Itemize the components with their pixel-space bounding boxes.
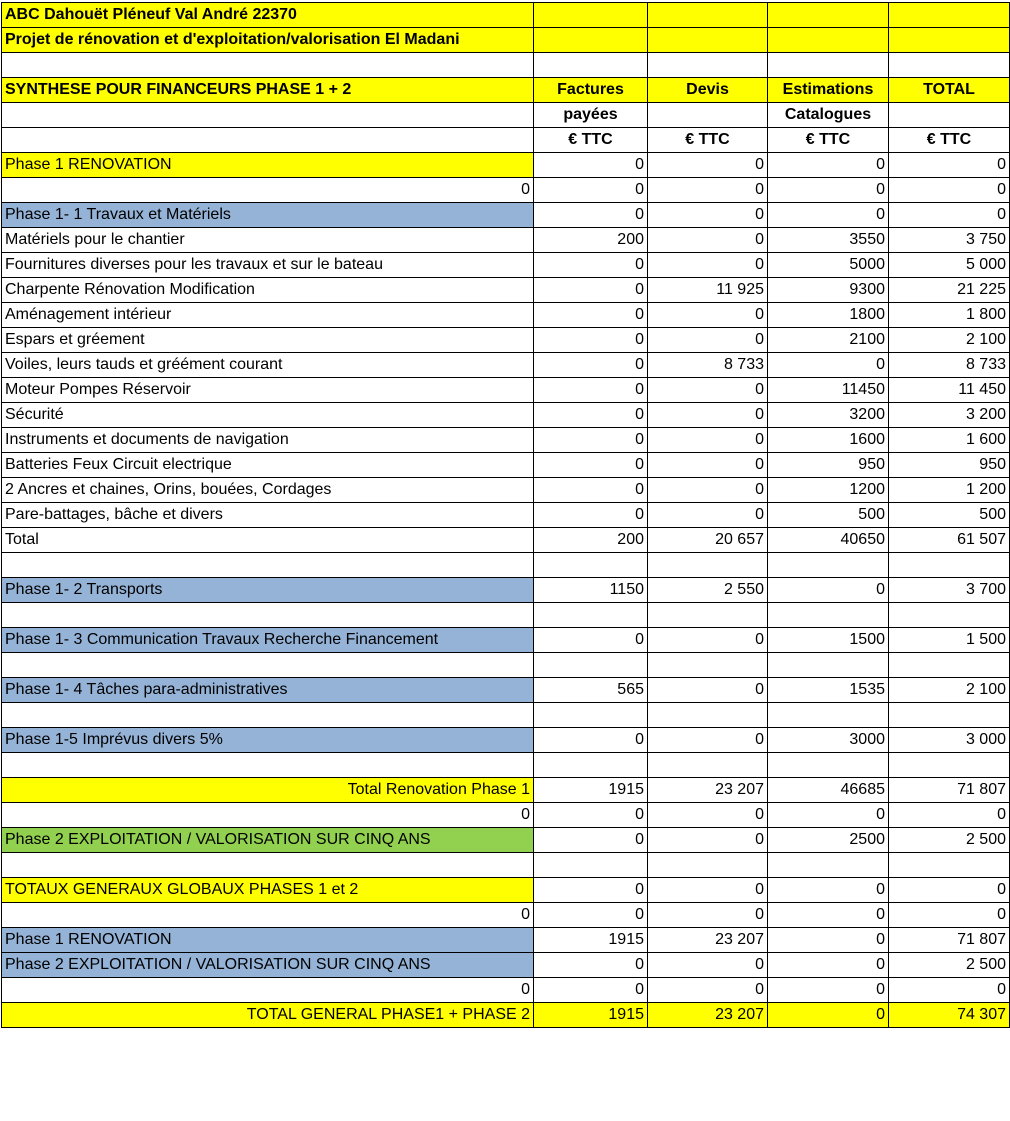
cell[interactable] bbox=[648, 53, 768, 78]
row-label[interactable]: 0 bbox=[2, 903, 534, 928]
value-cell[interactable]: 0 bbox=[648, 428, 768, 453]
table-row bbox=[2, 753, 1010, 778]
row-label[interactable]: Charpente Rénovation Modification bbox=[2, 278, 534, 303]
row-label[interactable]: TOTAL GENERAL PHASE1 + PHASE 2 bbox=[2, 1003, 534, 1028]
value-cell[interactable]: 3 000 bbox=[889, 728, 1010, 753]
table-row bbox=[2, 728, 1010, 753]
summary-title[interactable]: SYNTHESE POUR FINANCEURS PHASE 1 + 2 bbox=[2, 78, 534, 103]
value-cell[interactable]: 0 bbox=[648, 203, 768, 228]
value-cell[interactable]: 61 507 bbox=[889, 528, 1010, 553]
subheader-payees[interactable]: payées bbox=[534, 103, 648, 128]
value-cell[interactable]: 1600 bbox=[768, 428, 889, 453]
table-row bbox=[2, 178, 1010, 203]
title-row bbox=[2, 3, 1010, 28]
row-label[interactable] bbox=[2, 653, 534, 678]
value-cell[interactable]: 0 bbox=[534, 428, 648, 453]
value-cell[interactable]: 1 500 bbox=[889, 628, 1010, 653]
currency-label[interactable]: € TTC bbox=[889, 128, 1010, 153]
row-label[interactable]: Moteur Pompes Réservoir bbox=[2, 378, 534, 403]
table-row bbox=[2, 578, 1010, 603]
value-cell[interactable]: 0 bbox=[889, 178, 1010, 203]
value-cell[interactable]: 23 207 bbox=[648, 778, 768, 803]
value-cell[interactable]: 3 750 bbox=[889, 228, 1010, 253]
table-body bbox=[2, 3, 1010, 1028]
value-cell[interactable]: 0 bbox=[768, 203, 889, 228]
value-cell[interactable]: 74 307 bbox=[889, 1003, 1010, 1028]
value-cell[interactable] bbox=[768, 653, 889, 678]
table-row bbox=[2, 453, 1010, 478]
row-label[interactable]: TOTAUX GENERAUX GLOBAUX PHASES 1 et 2 bbox=[2, 878, 534, 903]
value-cell[interactable]: 20 657 bbox=[648, 528, 768, 553]
table-row bbox=[2, 928, 1010, 953]
value-cell[interactable]: 0 bbox=[768, 803, 889, 828]
value-cell[interactable]: 0 bbox=[889, 203, 1010, 228]
value-cell[interactable]: 0 bbox=[534, 278, 648, 303]
value-cell[interactable]: 2100 bbox=[768, 328, 889, 353]
value-cell[interactable] bbox=[768, 753, 889, 778]
value-cell[interactable]: 0 bbox=[648, 803, 768, 828]
table-row bbox=[2, 603, 1010, 628]
value-cell[interactable]: 5 000 bbox=[889, 253, 1010, 278]
value-cell[interactable]: 0 bbox=[648, 378, 768, 403]
table-row bbox=[2, 903, 1010, 928]
value-cell[interactable]: 3 700 bbox=[889, 578, 1010, 603]
value-cell[interactable]: 3000 bbox=[768, 728, 889, 753]
row-label[interactable]: Fournitures diverses pour les travaux et sur le bateau bbox=[2, 253, 534, 278]
value-cell[interactable]: 0 bbox=[534, 728, 648, 753]
table-row bbox=[2, 353, 1010, 378]
value-cell[interactable]: 0 bbox=[889, 803, 1010, 828]
value-cell[interactable]: 0 bbox=[648, 878, 768, 903]
value-cell[interactable]: 0 bbox=[768, 878, 889, 903]
table-row bbox=[2, 478, 1010, 503]
value-cell[interactable]: 1 200 bbox=[889, 478, 1010, 503]
value-cell[interactable]: 46685 bbox=[768, 778, 889, 803]
value-cell[interactable]: 0 bbox=[534, 478, 648, 503]
subheader-catalogues[interactable]: Catalogues bbox=[768, 103, 889, 128]
row-label[interactable]: Phase 1-5 Imprévus divers 5% bbox=[2, 728, 534, 753]
value-cell[interactable]: 0 bbox=[648, 503, 768, 528]
cell[interactable] bbox=[534, 3, 648, 28]
spreadsheet-table bbox=[1, 2, 1010, 1028]
table-row bbox=[2, 803, 1010, 828]
organization-title[interactable]: ABC Dahouët Pléneuf Val André 22370 bbox=[2, 3, 534, 28]
value-cell[interactable]: 0 bbox=[534, 503, 648, 528]
value-cell[interactable]: 0 bbox=[768, 578, 889, 603]
value-cell[interactable] bbox=[889, 653, 1010, 678]
value-cell[interactable]: 1 600 bbox=[889, 428, 1010, 453]
value-cell[interactable]: 2 550 bbox=[648, 578, 768, 603]
table-row bbox=[2, 228, 1010, 253]
value-cell[interactable]: 0 bbox=[648, 628, 768, 653]
table-row bbox=[2, 253, 1010, 278]
value-cell[interactable]: 1915 bbox=[534, 1003, 648, 1028]
value-cell[interactable]: 200 bbox=[534, 528, 648, 553]
header-subrow bbox=[2, 103, 1010, 128]
value-cell[interactable]: 40650 bbox=[768, 528, 889, 553]
value-cell[interactable]: 0 bbox=[889, 878, 1010, 903]
value-cell[interactable]: 0 bbox=[648, 828, 768, 853]
table-row bbox=[2, 328, 1010, 353]
cell[interactable] bbox=[534, 28, 648, 53]
value-cell[interactable]: 0 bbox=[534, 878, 648, 903]
value-cell[interactable]: 8 733 bbox=[889, 353, 1010, 378]
value-cell[interactable]: 0 bbox=[534, 253, 648, 278]
value-cell[interactable]: 2 500 bbox=[889, 828, 1010, 853]
cell[interactable] bbox=[2, 53, 534, 78]
table-row bbox=[2, 828, 1010, 853]
value-cell[interactable] bbox=[648, 703, 768, 728]
value-cell[interactable]: 0 bbox=[648, 953, 768, 978]
currency-row bbox=[2, 128, 1010, 153]
value-cell[interactable]: 2 100 bbox=[889, 678, 1010, 703]
table-row bbox=[2, 203, 1010, 228]
subheader-blank[interactable] bbox=[889, 103, 1010, 128]
value-cell[interactable]: 0 bbox=[648, 678, 768, 703]
row-label[interactable]: Total bbox=[2, 528, 534, 553]
value-cell[interactable]: 0 bbox=[889, 978, 1010, 1003]
value-cell[interactable]: 0 bbox=[648, 253, 768, 278]
project-row bbox=[2, 28, 1010, 53]
value-cell[interactable]: 9300 bbox=[768, 278, 889, 303]
value-cell[interactable]: 23 207 bbox=[648, 1003, 768, 1028]
value-cell[interactable]: 3550 bbox=[768, 228, 889, 253]
value-cell[interactable] bbox=[534, 853, 648, 878]
value-cell[interactable]: 1500 bbox=[768, 628, 889, 653]
row-label[interactable]: 0 bbox=[2, 178, 534, 203]
value-cell[interactable] bbox=[534, 603, 648, 628]
value-cell[interactable]: 1915 bbox=[534, 928, 648, 953]
value-cell[interactable]: 0 bbox=[534, 803, 648, 828]
column-header-total[interactable]: TOTAL bbox=[889, 78, 1010, 103]
row-label[interactable]: Voiles, leurs tauds et gréément courant bbox=[2, 353, 534, 378]
value-cell[interactable]: 11 925 bbox=[648, 278, 768, 303]
value-cell[interactable]: 0 bbox=[534, 453, 648, 478]
table-row bbox=[2, 553, 1010, 578]
value-cell[interactable]: 11450 bbox=[768, 378, 889, 403]
value-cell[interactable]: 0 bbox=[768, 153, 889, 178]
row-label[interactable]: Phase 1- 3 Communication Travaux Recherche Financement bbox=[2, 628, 534, 653]
value-cell[interactable]: 1800 bbox=[768, 303, 889, 328]
value-cell[interactable]: 0 bbox=[648, 153, 768, 178]
value-cell[interactable]: 8 733 bbox=[648, 353, 768, 378]
table-row bbox=[2, 953, 1010, 978]
value-cell[interactable]: 950 bbox=[889, 453, 1010, 478]
table-row bbox=[2, 878, 1010, 903]
value-cell[interactable]: 0 bbox=[768, 903, 889, 928]
cell[interactable] bbox=[889, 28, 1010, 53]
row-label[interactable]: Sécurité bbox=[2, 403, 534, 428]
value-cell[interactable] bbox=[768, 703, 889, 728]
row-label[interactable] bbox=[2, 703, 534, 728]
table-row bbox=[2, 1003, 1010, 1028]
value-cell[interactable]: 0 bbox=[534, 403, 648, 428]
value-cell[interactable]: 5000 bbox=[768, 253, 889, 278]
value-cell[interactable]: 0 bbox=[648, 903, 768, 928]
cell[interactable] bbox=[648, 28, 768, 53]
value-cell[interactable]: 0 bbox=[648, 403, 768, 428]
value-cell[interactable]: 0 bbox=[534, 328, 648, 353]
table-row bbox=[2, 153, 1010, 178]
value-cell[interactable] bbox=[889, 553, 1010, 578]
value-cell[interactable]: 500 bbox=[889, 503, 1010, 528]
value-cell[interactable]: 1535 bbox=[768, 678, 889, 703]
row-label[interactable]: Instruments et documents de navigation bbox=[2, 428, 534, 453]
value-cell[interactable]: 0 bbox=[768, 1003, 889, 1028]
currency-label[interactable]: € TTC bbox=[768, 128, 889, 153]
value-cell[interactable]: 1915 bbox=[534, 778, 648, 803]
value-cell[interactable]: 0 bbox=[534, 828, 648, 853]
row-label[interactable]: Phase 2 EXPLOITATION / VALORISATION SUR CINQ ANS bbox=[2, 828, 534, 853]
row-label[interactable]: Pare-battages, bâche et divers bbox=[2, 503, 534, 528]
value-cell[interactable]: 2 500 bbox=[889, 953, 1010, 978]
cell[interactable] bbox=[534, 53, 648, 78]
value-cell[interactable]: 11 450 bbox=[889, 378, 1010, 403]
value-cell[interactable]: 0 bbox=[648, 178, 768, 203]
row-label[interactable]: Phase 1 RENOVATION bbox=[2, 928, 534, 953]
row-label[interactable] bbox=[2, 603, 534, 628]
value-cell[interactable]: 500 bbox=[768, 503, 889, 528]
value-cell[interactable]: 0 bbox=[648, 303, 768, 328]
column-header-devis[interactable]: Devis bbox=[648, 78, 768, 103]
value-cell[interactable]: 565 bbox=[534, 678, 648, 703]
value-cell[interactable]: 0 bbox=[889, 903, 1010, 928]
value-cell[interactable]: 0 bbox=[768, 353, 889, 378]
value-cell[interactable]: 0 bbox=[768, 953, 889, 978]
value-cell[interactable]: 0 bbox=[534, 353, 648, 378]
table-row bbox=[2, 428, 1010, 453]
value-cell[interactable] bbox=[889, 853, 1010, 878]
value-cell[interactable]: 2 100 bbox=[889, 328, 1010, 353]
table-row bbox=[2, 403, 1010, 428]
value-cell[interactable] bbox=[648, 603, 768, 628]
value-cell[interactable]: 0 bbox=[768, 978, 889, 1003]
value-cell[interactable] bbox=[768, 853, 889, 878]
row-label[interactable] bbox=[2, 753, 534, 778]
row-label[interactable]: Phase 2 EXPLOITATION / VALORISATION SUR CINQ ANS bbox=[2, 953, 534, 978]
table-row bbox=[2, 978, 1010, 1003]
value-cell[interactable]: 0 bbox=[648, 728, 768, 753]
row-label[interactable]: Batteries Feux Circuit electrique bbox=[2, 453, 534, 478]
value-cell[interactable]: 0 bbox=[648, 453, 768, 478]
value-cell[interactable] bbox=[534, 703, 648, 728]
value-cell[interactable] bbox=[889, 603, 1010, 628]
value-cell[interactable]: 0 bbox=[534, 203, 648, 228]
table-row bbox=[2, 853, 1010, 878]
value-cell[interactable] bbox=[648, 753, 768, 778]
value-cell[interactable] bbox=[768, 603, 889, 628]
value-cell[interactable] bbox=[768, 553, 889, 578]
column-header-factures[interactable]: Factures bbox=[534, 78, 648, 103]
header-row bbox=[2, 78, 1010, 103]
cell[interactable] bbox=[648, 3, 768, 28]
cell[interactable] bbox=[2, 128, 534, 153]
value-cell[interactable] bbox=[889, 753, 1010, 778]
value-cell[interactable]: 0 bbox=[534, 628, 648, 653]
row-label[interactable]: Total Renovation Phase 1 bbox=[2, 778, 534, 803]
row-label[interactable]: 0 bbox=[2, 803, 534, 828]
project-title[interactable]: Projet de rénovation et d'exploitation/valorisation El Madani bbox=[2, 28, 534, 53]
table-row bbox=[2, 778, 1010, 803]
value-cell[interactable] bbox=[648, 853, 768, 878]
value-cell[interactable]: 1200 bbox=[768, 478, 889, 503]
cell[interactable] bbox=[768, 53, 889, 78]
value-cell[interactable]: 1 800 bbox=[889, 303, 1010, 328]
table-row bbox=[2, 703, 1010, 728]
row-label[interactable]: Aménagement intérieur bbox=[2, 303, 534, 328]
cell[interactable] bbox=[2, 103, 534, 128]
row-label[interactable]: Phase 1- 2 Transports bbox=[2, 578, 534, 603]
table-row bbox=[2, 503, 1010, 528]
cell[interactable] bbox=[768, 28, 889, 53]
cell[interactable] bbox=[889, 53, 1010, 78]
value-cell[interactable]: 0 bbox=[534, 978, 648, 1003]
row-label[interactable] bbox=[2, 853, 534, 878]
row-label[interactable]: Phase 1- 4 Tâches para-administratives bbox=[2, 678, 534, 703]
value-cell[interactable] bbox=[534, 553, 648, 578]
row-label[interactable]: Phase 1 RENOVATION bbox=[2, 153, 534, 178]
table-row bbox=[2, 628, 1010, 653]
table-row bbox=[2, 303, 1010, 328]
row-label[interactable] bbox=[2, 553, 534, 578]
value-cell[interactable]: 0 bbox=[648, 328, 768, 353]
value-cell[interactable]: 0 bbox=[648, 228, 768, 253]
currency-label[interactable]: € TTC bbox=[648, 128, 768, 153]
value-cell[interactable] bbox=[889, 703, 1010, 728]
value-cell[interactable]: 0 bbox=[534, 303, 648, 328]
value-cell[interactable] bbox=[648, 553, 768, 578]
table-row bbox=[2, 678, 1010, 703]
row-label[interactable]: 2 Ancres et chaines, Orins, bouées, Cordages bbox=[2, 478, 534, 503]
value-cell[interactable]: 0 bbox=[648, 478, 768, 503]
value-cell[interactable]: 200 bbox=[534, 228, 648, 253]
blank-row bbox=[2, 53, 1010, 78]
cell[interactable] bbox=[889, 3, 1010, 28]
value-cell[interactable]: 0 bbox=[534, 378, 648, 403]
table-row bbox=[2, 528, 1010, 553]
value-cell[interactable]: 0 bbox=[534, 178, 648, 203]
value-cell[interactable] bbox=[648, 653, 768, 678]
table-row bbox=[2, 653, 1010, 678]
value-cell[interactable]: 950 bbox=[768, 453, 889, 478]
value-cell[interactable]: 0 bbox=[534, 953, 648, 978]
table-row bbox=[2, 378, 1010, 403]
value-cell[interactable] bbox=[534, 753, 648, 778]
value-cell[interactable]: 0 bbox=[648, 978, 768, 1003]
value-cell[interactable]: 0 bbox=[534, 153, 648, 178]
value-cell[interactable]: 0 bbox=[534, 903, 648, 928]
value-cell[interactable]: 3 200 bbox=[889, 403, 1010, 428]
value-cell[interactable]: 0 bbox=[768, 178, 889, 203]
currency-label[interactable]: € TTC bbox=[534, 128, 648, 153]
value-cell[interactable]: 71 807 bbox=[889, 778, 1010, 803]
value-cell[interactable]: 0 bbox=[889, 153, 1010, 178]
value-cell[interactable] bbox=[534, 653, 648, 678]
value-cell[interactable]: 0 bbox=[768, 928, 889, 953]
value-cell[interactable]: 3200 bbox=[768, 403, 889, 428]
row-label[interactable]: 0 bbox=[2, 978, 534, 1003]
value-cell[interactable]: 71 807 bbox=[889, 928, 1010, 953]
row-label[interactable]: Matériels pour le chantier bbox=[2, 228, 534, 253]
value-cell[interactable]: 21 225 bbox=[889, 278, 1010, 303]
table-row bbox=[2, 278, 1010, 303]
row-label[interactable]: Espars et gréement bbox=[2, 328, 534, 353]
value-cell[interactable]: 23 207 bbox=[648, 928, 768, 953]
value-cell[interactable]: 1150 bbox=[534, 578, 648, 603]
subheader-blank[interactable] bbox=[648, 103, 768, 128]
cell[interactable] bbox=[768, 3, 889, 28]
row-label[interactable]: Phase 1- 1 Travaux et Matériels bbox=[2, 203, 534, 228]
value-cell[interactable]: 2500 bbox=[768, 828, 889, 853]
column-header-estimations[interactable]: Estimations bbox=[768, 78, 889, 103]
